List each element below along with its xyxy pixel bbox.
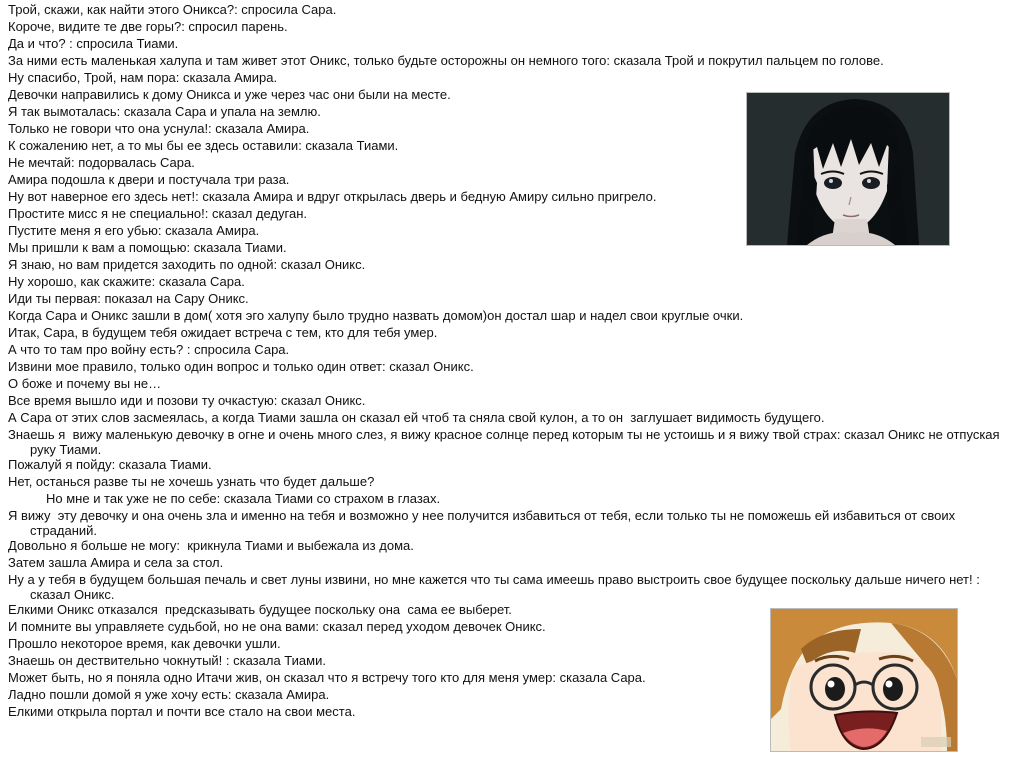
- text-line: Пожалуй я пойду: сказала Тиами.: [8, 457, 212, 472]
- text-line: Прошло некоторое время, как девочки ушли.: [8, 636, 281, 651]
- text-line: Ладно пошли домой я уже хочу есть: сказала Амира.: [8, 687, 330, 702]
- text-line: Елкими открыла портал и почти все стало на свои места.: [8, 704, 356, 719]
- text-line: Я так вымоталась: сказала Сара и упала на землю.: [8, 104, 321, 119]
- anime-girl-dark-hair-illustration: [747, 93, 949, 245]
- text-line: И помните вы управляете судьбой, но не она вами: сказал перед уходом девочек Оникс.: [8, 619, 546, 634]
- text-line: А Сара от этих слов засмеялась, а когда Тиами зашла он сказал ей чтоб та сняла свой кулон, а то он заглушает видимость будущего.: [8, 410, 825, 425]
- text-line: А что то там про войну есть? : спросила Сара.: [8, 342, 290, 357]
- text-line: Трой, скажи, как найти этого Оникса?: спросила Сара.: [8, 2, 337, 17]
- anime-girl-dark-hair-picture: [746, 92, 950, 246]
- text-line: Знаешь он дествительно чокнутый! : сказала Тиами.: [8, 653, 326, 668]
- text-line: Амира подошла к двери и постучала три раза.: [8, 172, 290, 187]
- text-line: Когда Сара и Оникс зашли в дом( хотя эго халупу было трудно назвать домом)он достал шар и надел свои круглые очки.: [8, 308, 744, 323]
- text-line: Ну а у тебя в будущем большая печаль и свет луны извини, но мне кажется что ты сама имеешь право выстроить свое будущее поскольку дальше ничего нет! : сказал Оникс.: [8, 572, 984, 602]
- text-line: За ними есть маленькая халупа и там живет этот Оникс, только будьте осторожны он немного того: сказала Трой и покрутил пальцем по голове.: [8, 53, 884, 68]
- text-line: Извини мое правило, только один вопрос и только один ответ: сказал Оникс.: [8, 359, 474, 374]
- text-line: Нет, останься разве ты не хочешь узнать что будет дальше?: [8, 474, 375, 489]
- text-line: Да и что? : спросила Тиами.: [8, 36, 179, 51]
- text-line: К сожалению нет, а то мы бы ее здесь оставили: сказала Тиами.: [8, 138, 399, 153]
- text-line: Итак, Сара, в будущем тебя ожидает встреча с тем, кто для тебя умер.: [8, 325, 438, 340]
- text-line: Не мечтай: подорвалась Сара.: [8, 155, 195, 170]
- text-line: Мы пришли к вам а помощью: сказала Тиами.: [8, 240, 287, 255]
- text-line: Я знаю, но вам придется заходить по одной: сказал Оникс.: [8, 257, 366, 272]
- text-line: Ну спасибо, Трой, нам пора: сказала Амира.: [8, 70, 278, 85]
- text-line: Елкими Оникс отказался предсказывать будущее поскольку она сама ее выберет.: [8, 602, 512, 617]
- anime-girl-glasses-illustration: [771, 609, 957, 751]
- text-line: Простите мисс я не специально!: сказал дедуган.: [8, 206, 307, 221]
- text-line: Все время вышло иди и позови ту очкастую: сказал Оникс.: [8, 393, 366, 408]
- text-line: Девочки направились к дому Оникса и уже через час они были на месте.: [8, 87, 451, 102]
- text-line: Пустите меня я его убью: сказала Амира.: [8, 223, 260, 238]
- text-line: Затем зашла Амира и села за стол.: [8, 555, 224, 570]
- text-line: О боже и почему вы не…: [8, 376, 162, 391]
- text-line: Иди ты первая: показал на Сару Оникс.: [8, 291, 249, 306]
- anime-girl-glasses-laughing-picture: [770, 608, 958, 752]
- text-line: Но мне и так уже не по себе: сказала Тиами со страхом в глазах.: [46, 491, 441, 506]
- text-line: Только не говори что она уснула!: сказала Амира.: [8, 121, 310, 136]
- text-line: Ну хорошо, как скажите: сказала Сара.: [8, 274, 245, 289]
- text-line: Ну вот наверное его здесь нет!: сказала Амира и вдруг открылась дверь и бедную Амиру сильно пригрело.: [8, 189, 657, 204]
- text-line: Короче, видите те две горы?: спросил парень.: [8, 19, 288, 34]
- text-line: Я вижу эту девочку и она очень зла и именно на тебя и возможно у нее получится избавиться от тебя, если только ты не поможешь ей избавиться от своих страданий.: [8, 508, 959, 538]
- text-line: Довольно я больше не могу: крикнула Тиами и выбежала из дома.: [8, 538, 414, 553]
- text-line: Может быть, но я поняла одно Итачи жив, он сказал что я встречу того кто для меня умер: сказала Сара.: [8, 670, 646, 685]
- text-line: Знаешь я вижу маленькую девочку в огне и очень много слез, я вижу красное солнце перед которым ты не устоишь и я вижу твой страх: сказал Оникс не отпуская руку Тиами.: [8, 427, 1004, 457]
